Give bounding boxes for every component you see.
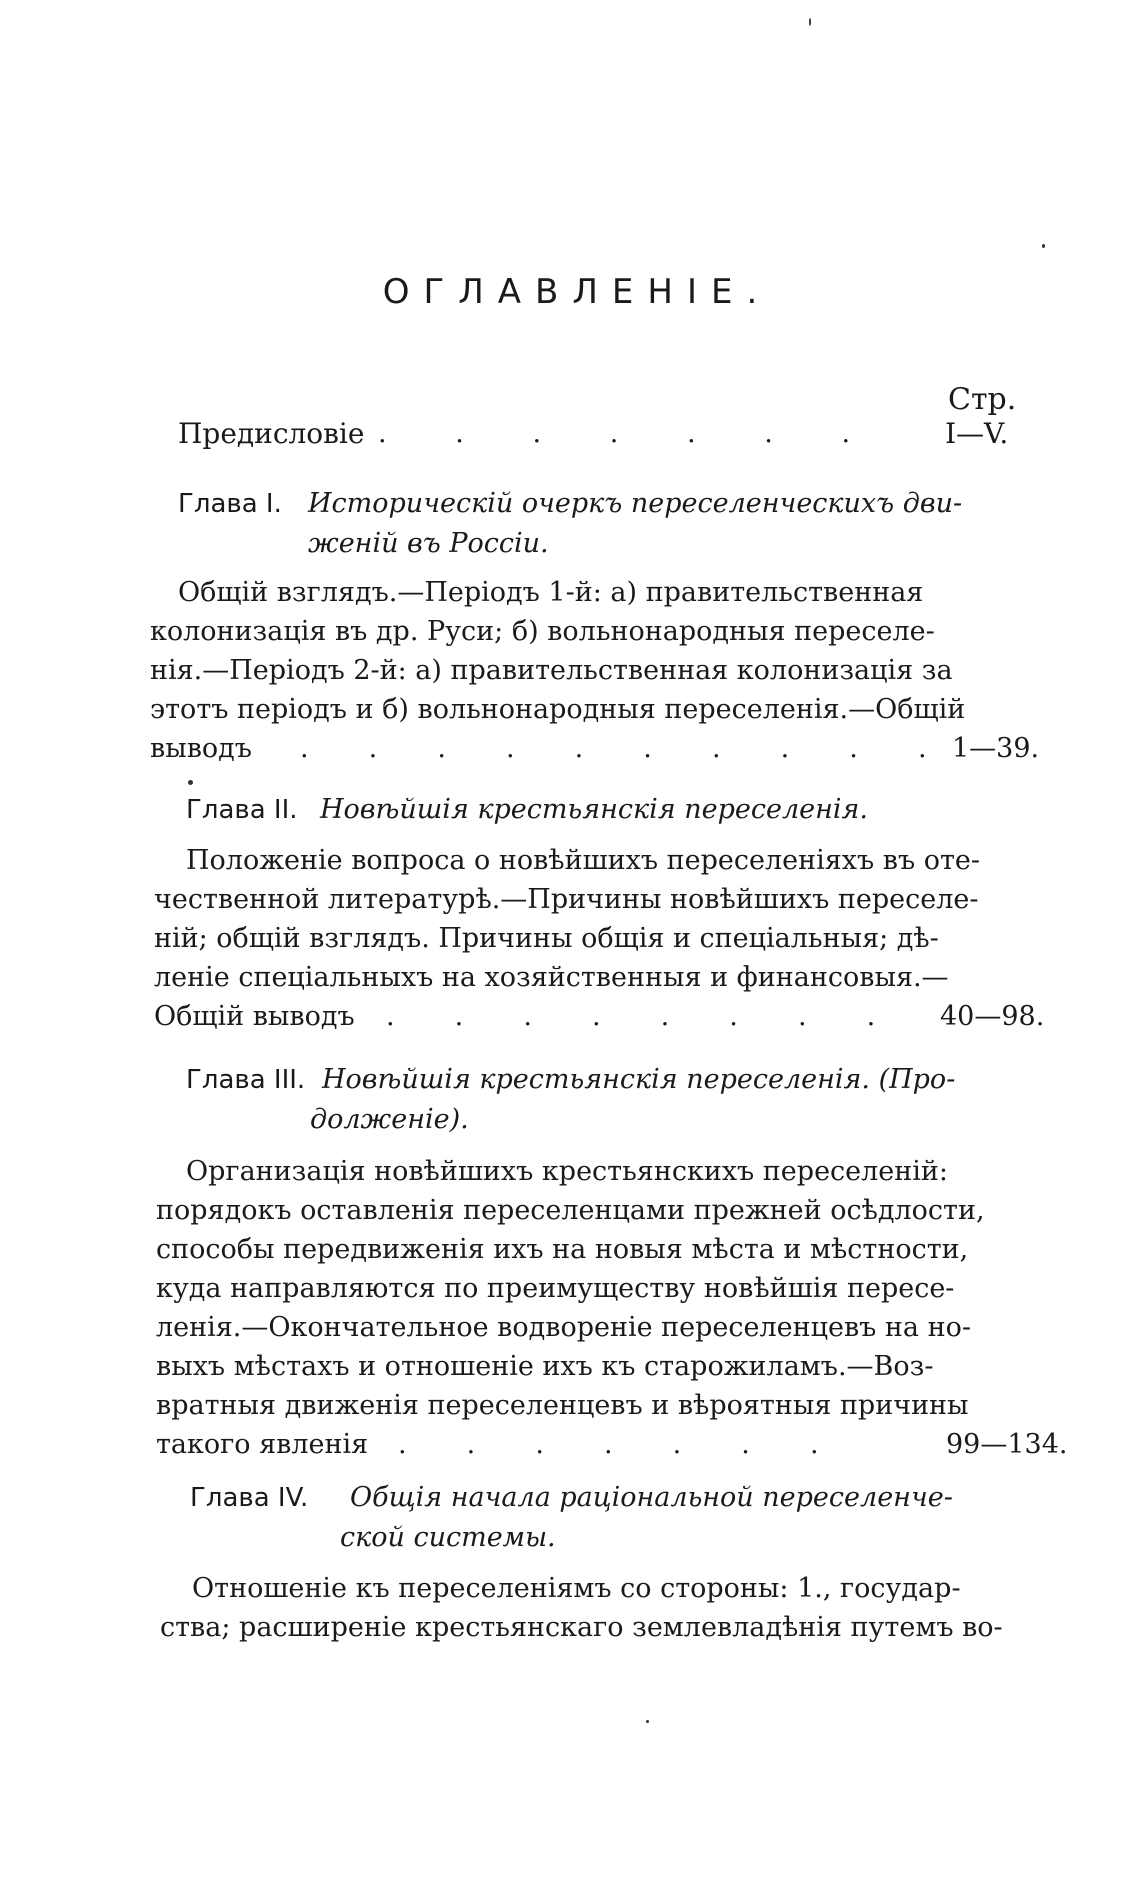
page-title: ОГЛАВЛЕНІЕ. — [382, 272, 772, 312]
scan-speck — [646, 1720, 649, 1723]
scan-speck — [1042, 244, 1045, 248]
chapter-2-pages: 40—98. — [940, 1001, 1045, 1032]
chapter-1-title-line-2: женій въ Россіи. — [308, 528, 549, 559]
scan-speck — [188, 780, 193, 785]
chapter-3-body-line-6: выхъ мѣстахъ и отношеніе ихъ къ старожиламъ.—Воз- — [156, 1351, 934, 1382]
chapter-3-body-line-3: способы передвиженія ихъ на новыя мѣста и мѣстности, — [156, 1234, 969, 1265]
chapter-2-body-line-2: чественной литературѣ.—Причины новѣйшихъ переселе- — [154, 884, 979, 915]
chapter-1-leader-dots: . . . . . . . . . . — [300, 733, 927, 764]
page-column-label: Стр. — [948, 382, 1017, 417]
chapter-1-heading: Глава I. — [178, 489, 282, 519]
chapter-3-title-line-1: Новѣйшія крестьянскія переселенія. (Про- — [322, 1064, 956, 1095]
chapter-1-body-line-3: нія.—Періодъ 2-й: а) правительственная колонизація за — [150, 655, 953, 686]
chapter-3-body-last: такого явленія — [156, 1429, 369, 1460]
chapter-2-leader-dots: . . . . . . . . — [386, 1001, 876, 1032]
chapter-1-body-line-1: Общій взглядъ.—Періодъ 1-й: а) правительственная — [178, 577, 924, 608]
scan-speck — [809, 18, 811, 26]
preface-leader-dots: . . . . . . . — [378, 418, 851, 449]
chapter-1-body-last: выводъ — [150, 733, 252, 764]
chapter-2-title-line-1: Новѣйшія крестьянскія переселенія. — [320, 794, 868, 825]
chapter-3-heading: Глава III. — [186, 1065, 306, 1095]
chapter-2-heading: Глава II. — [186, 795, 298, 825]
chapter-3-title-line-2: долженіе). — [310, 1104, 469, 1135]
chapter-1-pages: 1—39. — [952, 733, 1040, 764]
chapter-2-body-line-4: леніе спеціальныхъ на хозяйственныя и финансовыя.— — [154, 962, 949, 993]
chapter-4-title-line-1: Общія начала раціональной переселенче- — [350, 1482, 953, 1513]
chapter-2-body-line-1: Положеніе вопроса о новѣйшихъ переселеніяхъ въ оте- — [186, 845, 981, 876]
chapter-3-body-line-2: порядокъ оставленія переселенцами прежней осѣдлости, — [156, 1195, 985, 1226]
chapter-3-body-line-7: вратныя движенія переселенцевъ и вѣроятныя причины — [156, 1390, 969, 1421]
preface-label: Предисловіе — [178, 417, 365, 450]
chapter-3-body-line-5: ленія.—Окончательное водвореніе переселенцевъ на но- — [156, 1312, 971, 1343]
chapter-3-leader-dots: . . . . . . . — [398, 1429, 819, 1460]
chapter-1-title-line-1: Историческій очеркъ переселенческихъ дви- — [308, 488, 963, 519]
chapter-1-body-line-2: колонизація въ др. Руси; б) вольнонародныя переселе- — [150, 616, 935, 647]
chapter-4-body-line-2: ства; расширеніе крестьянскаго землевладѣнія путемъ во- — [160, 1612, 1003, 1643]
chapter-2-body-line-3: ній; общій взглядъ. Причины общія и спеціальныя; дѣ- — [154, 923, 939, 954]
chapter-4-body-line-1: Отношеніе къ переселеніямъ со стороны: 1., государ- — [192, 1573, 961, 1604]
preface-pages: I—V. — [945, 417, 1009, 450]
chapter-3-pages: 99—134. — [946, 1429, 1068, 1460]
chapter-4-title-line-2: ской системы. — [340, 1522, 556, 1553]
chapter-1-body-line-4: этотъ періодъ и б) вольнонародныя переселенія.—Общій — [150, 694, 966, 725]
chapter-2-body-last: Общій выводъ — [154, 1001, 355, 1032]
chapter-3-body-line-4: куда направляются по преимуществу новѣйшія пересе- — [156, 1273, 955, 1304]
chapter-3-body-line-1: Организація новѣйшихъ крестьянскихъ переселеній: — [186, 1156, 948, 1187]
chapter-4-heading: Глава IV. — [190, 1483, 309, 1513]
